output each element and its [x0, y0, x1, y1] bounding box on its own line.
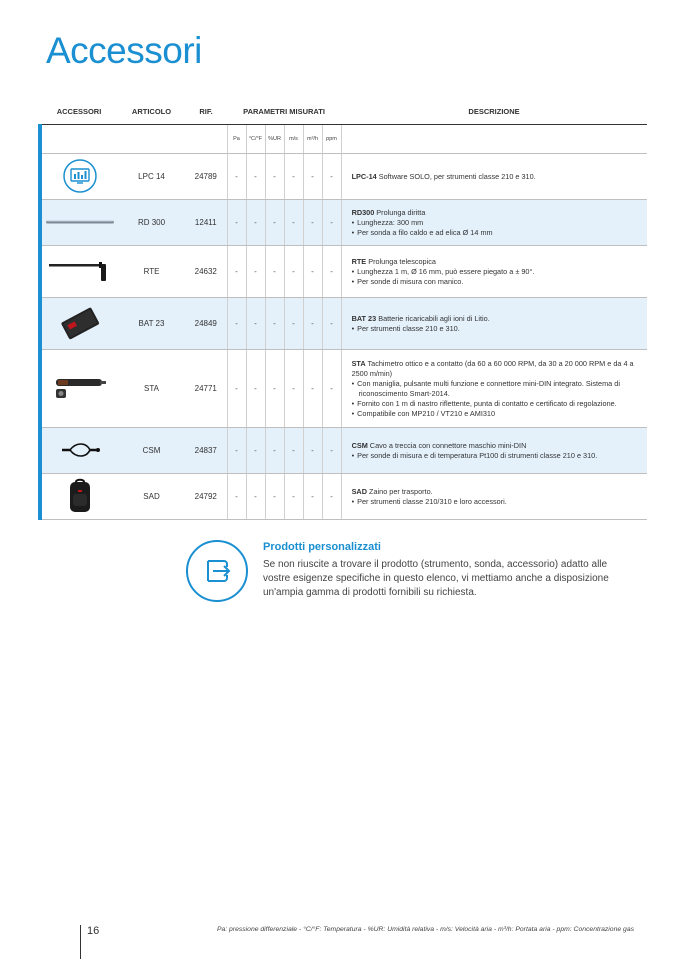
- description-bullet: • Per strumenti classe 210/310 e loro accessori.: [352, 497, 644, 507]
- description-bullet: • Per sonde di misura con manico.: [352, 277, 644, 287]
- description-title: [352, 208, 644, 218]
- table-row: [40, 154, 647, 200]
- description-cell: [341, 246, 647, 298]
- param-value-cell: -: [265, 428, 284, 474]
- description-title-text: Zaino per trasporto.: [366, 486, 433, 496]
- param-value-cell: -: [322, 350, 341, 428]
- table-row: [40, 200, 647, 246]
- param-value-cell: -: [227, 350, 246, 428]
- param-value-cell: -: [227, 154, 246, 200]
- param-value-cell: -: [284, 154, 303, 200]
- table-row: [40, 474, 647, 520]
- description-title-text: Prolunga telescopica: [366, 256, 436, 266]
- articolo-cell: RTE: [118, 246, 185, 298]
- param-value-cell: -: [303, 154, 322, 200]
- rif-cell: 24632: [185, 246, 227, 298]
- description-title: [352, 257, 644, 267]
- description-code: RTE: [351, 256, 367, 266]
- description-bullet: • Per strumenti classe 210 e 310.: [352, 324, 644, 334]
- param-value-cell: -: [322, 200, 341, 246]
- footer-divider: [80, 925, 81, 959]
- param-value-cell: -: [246, 154, 265, 200]
- param-value-cell: -: [227, 474, 246, 520]
- description-bullet: • Con maniglia, pulsante multi funzione e connettore mini-DIN integrato. Sistema di riconoscimento Smart-2014.: [352, 379, 644, 399]
- extension-rod-image: [40, 200, 118, 246]
- param-value-cell: -: [265, 246, 284, 298]
- param-value-cell: -: [303, 350, 322, 428]
- description-code: LPC-14: [351, 171, 377, 181]
- param-label: Pa: [227, 125, 246, 154]
- header-rif: RIF.: [185, 98, 227, 125]
- param-label: °C/°F: [246, 125, 265, 154]
- description-cell: [341, 428, 647, 474]
- rif-cell: 24837: [185, 428, 227, 474]
- table-row: [40, 246, 647, 298]
- telescopic-extension-image: [40, 246, 118, 298]
- description-cell: [341, 298, 647, 350]
- articolo-cell: CSM: [118, 428, 185, 474]
- articolo-cell: SAD: [118, 474, 185, 520]
- software-monitor-icon: [40, 154, 118, 200]
- param-value-cell: -: [322, 474, 341, 520]
- description-cell: [341, 350, 647, 428]
- param-value-cell: -: [284, 428, 303, 474]
- description-cell: [341, 154, 647, 200]
- articolo-cell: BAT 23: [118, 298, 185, 350]
- param-value-cell: -: [265, 350, 284, 428]
- param-value-cell: -: [303, 246, 322, 298]
- param-value-cell: -: [246, 200, 265, 246]
- page-title: Accessori: [46, 30, 202, 71]
- rif-cell: 24771: [185, 350, 227, 428]
- promo-title: Prodotti personalizzati: [263, 541, 381, 553]
- description-bullet: • Per sonda a filo caldo e ad elica Ø 14 mm: [352, 228, 644, 238]
- cable-image: [40, 428, 118, 474]
- param-value-cell: -: [303, 200, 322, 246]
- accessories-table-wrapper: [38, 98, 645, 520]
- param-value-cell: -: [227, 298, 246, 350]
- description-code: STA: [351, 358, 366, 368]
- external-link-icon: [186, 540, 248, 602]
- param-value-cell: -: [265, 154, 284, 200]
- param-label: m³/h: [303, 125, 322, 154]
- description-title: [352, 314, 644, 324]
- table-header-row: [40, 98, 647, 125]
- param-value-cell: -: [284, 246, 303, 298]
- param-value-cell: -: [303, 298, 322, 350]
- description-bullet: • Lunghezza 1 m, Ø 16 mm, può essere piegato a ± 90°.: [352, 267, 644, 277]
- description-title: [352, 172, 644, 182]
- table-row: [40, 428, 647, 474]
- description-code: CSM: [351, 440, 368, 450]
- custom-products-box: [186, 540, 636, 610]
- backpack-image: [40, 474, 118, 520]
- page-number: 16: [87, 925, 100, 937]
- description-title: [352, 441, 644, 451]
- rif-cell: 12411: [185, 200, 227, 246]
- rif-cell: 24792: [185, 474, 227, 520]
- param-value-cell: -: [284, 474, 303, 520]
- header-accessori: ACCESSORI: [40, 98, 118, 125]
- param-value-cell: -: [246, 474, 265, 520]
- table-row: [40, 350, 647, 428]
- description-code: SAD: [351, 486, 367, 496]
- battery-image: [40, 298, 118, 350]
- param-value-cell: -: [322, 298, 341, 350]
- param-label: %UR: [265, 125, 284, 154]
- param-value-cell: -: [246, 246, 265, 298]
- param-value-cell: -: [284, 200, 303, 246]
- description-title-text: Cavo a treccia con connettore maschio mini-DIN: [367, 440, 527, 450]
- param-value-cell: -: [265, 298, 284, 350]
- param-value-cell: -: [322, 428, 341, 474]
- description-title: [352, 359, 644, 379]
- articolo-cell: STA: [118, 350, 185, 428]
- description-title-text: Batterie ricaricabili agli ioni di Litio.: [376, 313, 490, 323]
- param-value-cell: -: [227, 428, 246, 474]
- description-title-text: Tachimetro ottico e a contatto (da 60 a 60 000 RPM, da 30 a 20 000 RPM e da 4 a 2500 m/min): [351, 358, 634, 378]
- description-title: [352, 487, 644, 497]
- description-code: BAT 23: [351, 313, 377, 323]
- promo-text: Se non riuscite a trovare il prodotto (strumento, sonda, accessorio) adatto alle vostre esigenze specifiche in questo elenco, vi mettiamo anche a disposizione un'ampia gamma di prodotti fornibili su richiesta.: [263, 559, 609, 598]
- description-bullet: • Compatibile con MP210 / VT210 e AMI310: [352, 409, 644, 419]
- rif-cell: 24789: [185, 154, 227, 200]
- params-subheader-row: [40, 125, 647, 154]
- description-bullet: • Lunghezza: 300 mm: [352, 218, 644, 228]
- description-title-text: Software SOLO, per strumenti classe 210 e 310.: [376, 171, 536, 181]
- param-value-cell: -: [322, 246, 341, 298]
- description-code: RD300: [351, 207, 375, 217]
- rif-cell: 24849: [185, 298, 227, 350]
- articolo-cell: LPC 14: [118, 154, 185, 200]
- param-value-cell: -: [227, 246, 246, 298]
- tachometer-image: [40, 350, 118, 428]
- param-value-cell: -: [246, 350, 265, 428]
- param-value-cell: -: [246, 298, 265, 350]
- header-articolo: ARTICOLO: [118, 98, 185, 125]
- param-value-cell: -: [246, 428, 265, 474]
- param-value-cell: -: [265, 200, 284, 246]
- table-row: [40, 298, 647, 350]
- footer-legend: Pa: pressione differenziale - °C/°F: Temperatura - %UR: Umidità relativa - m/s: Velocità aria - m³/h: Portata aria - ppm: Concentrazione gas: [216, 926, 634, 933]
- accessories-table: [38, 98, 647, 520]
- param-value-cell: -: [303, 474, 322, 520]
- description-cell: [341, 474, 647, 520]
- param-value-cell: -: [284, 350, 303, 428]
- description-bullet: • Per sonde di misura e di temperatura Pt100 di strumenti classe 210 e 310.: [352, 451, 644, 461]
- param-label: m/s: [284, 125, 303, 154]
- param-value-cell: -: [227, 200, 246, 246]
- param-value-cell: -: [265, 474, 284, 520]
- param-value-cell: -: [303, 428, 322, 474]
- header-parametri: PARAMETRI MISURATI: [227, 98, 341, 125]
- description-bullet: • Fornito con 1 m di nastro riflettente, punta di contatto e certificato di regolazione.: [352, 399, 644, 409]
- header-descrizione: DESCRIZIONE: [341, 98, 647, 125]
- param-value-cell: -: [284, 298, 303, 350]
- param-label: ppm: [322, 125, 341, 154]
- description-title-text: Prolunga diritta: [374, 207, 426, 217]
- articolo-cell: RD 300: [118, 200, 185, 246]
- description-cell: [341, 200, 647, 246]
- param-value-cell: -: [322, 154, 341, 200]
